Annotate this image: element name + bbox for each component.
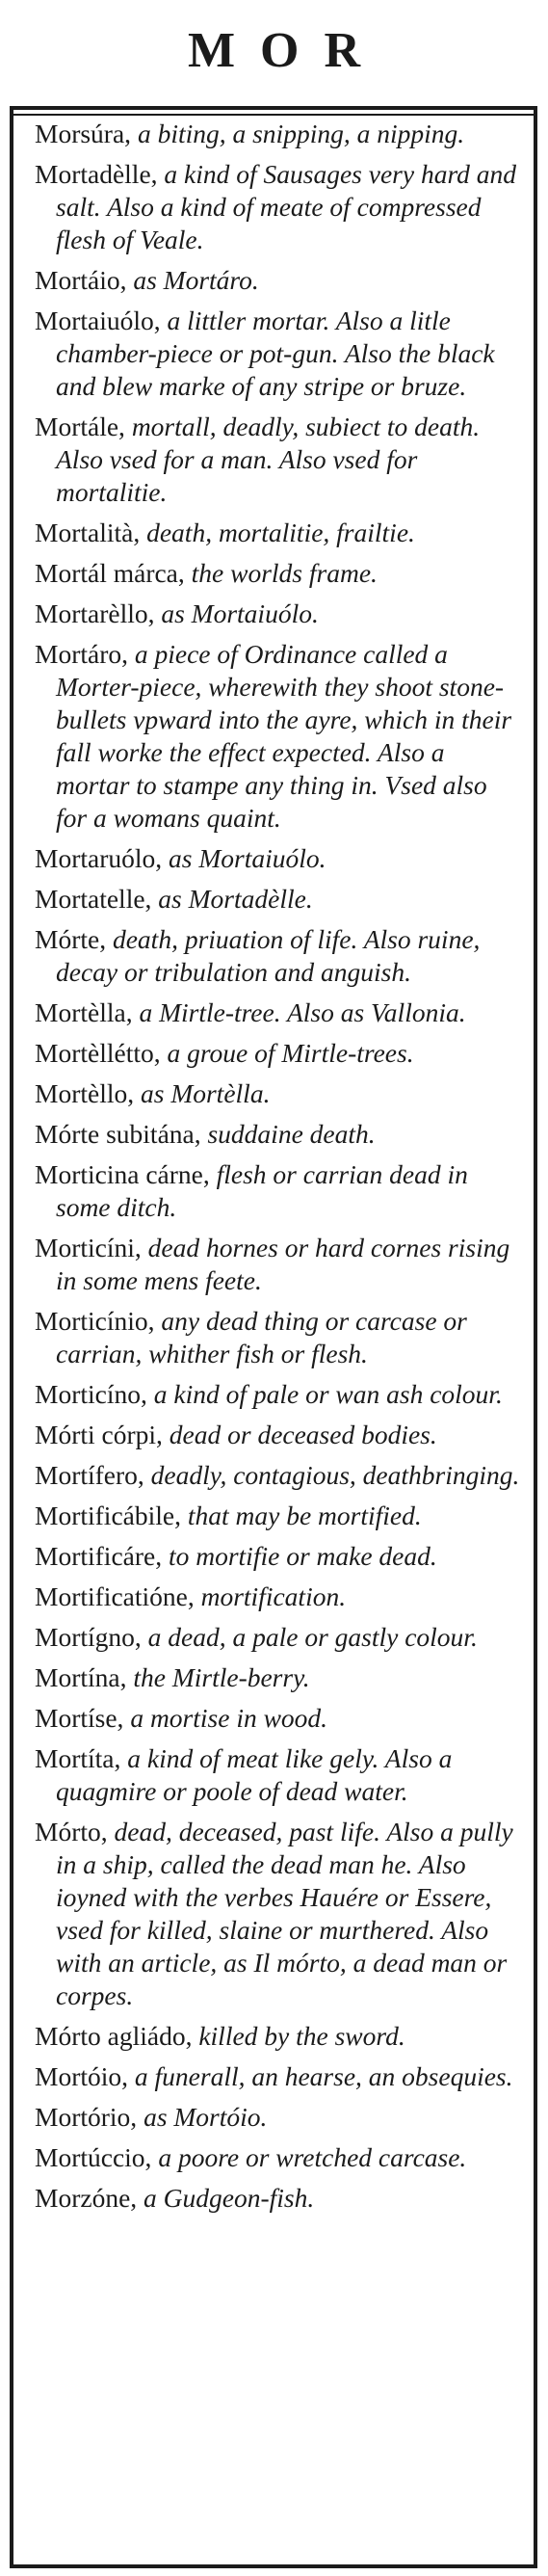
entry-definition: the worlds frame. [191, 558, 378, 588]
entry-headword: Mortório, [35, 2102, 138, 2132]
dictionary-entry [35, 305, 524, 403]
entry-definition: any dead thing or carcase or carrian, whither fish or flesh. [56, 1306, 467, 1368]
dictionary-entry [35, 1459, 524, 1492]
entry-headword: Mortèllo, [35, 1078, 135, 1108]
entry-definition: deadly, contagious, deathbringing. [150, 1460, 520, 1490]
entry-definition: as Mortèlla. [141, 1078, 271, 1108]
entry-definition: dead or deceased bodies. [169, 1420, 437, 1449]
entry-definition: a poore or wretched carcase. [158, 2142, 467, 2172]
entry-headword: Mortaruólo, [35, 843, 163, 873]
entry-headword: Morticíni, [35, 1233, 142, 1262]
entry-definition: death, mortalitie, frailtie. [146, 518, 415, 547]
dictionary-entry [35, 264, 524, 297]
entries-frame [10, 106, 537, 2568]
dictionary-entry [35, 118, 524, 150]
entry-definition: dead hornes or hard cornes rising in some mens feete. [56, 1233, 510, 1295]
entry-headword: Mortificábile, [35, 1500, 181, 1530]
dictionary-entry [35, 883, 524, 916]
entry-definition: a funerall, an hearse, an obsequies. [134, 2061, 513, 2091]
dictionary-entry [35, 1816, 524, 2012]
entry-headword: Mortadèlle, [35, 159, 158, 189]
entry-definition: as Mortáro. [133, 265, 259, 295]
entry-definition: that may be mortified. [187, 1500, 422, 1530]
dictionary-entry [35, 1077, 524, 1110]
dictionary-entry [35, 1661, 524, 1694]
entry-headword: Morticina cárne, [35, 1159, 210, 1189]
dictionary-entry [35, 1702, 524, 1735]
entry-definition: a Gudgeon-fish. [144, 2183, 315, 2213]
entry-definition: a kind of Sausages very hard and salt. Also a kind of meate of compressed flesh of Veale. [56, 159, 517, 254]
entry-definition: death, priuation of life. Also ruine, decay or tribulation and anguish. [56, 924, 481, 987]
dictionary-entry [35, 411, 524, 509]
entry-definition: flesh or carrian dead in some ditch. [56, 1159, 468, 1222]
entry-definition: as Mortóio. [144, 2102, 268, 2132]
entry-headword: Mortèllétto, [35, 1038, 161, 1068]
entry-definition: a Mirtle-tree. Also as Vallonia. [139, 997, 466, 1027]
dictionary-entry [35, 2060, 524, 2093]
entry-headword: Mórte, [35, 924, 107, 954]
dictionary-entry [35, 1621, 524, 1654]
entry-headword: Morsúra, [35, 119, 132, 148]
entry-headword: Mortáio, [35, 265, 127, 295]
page-title: MOR [187, 23, 386, 78]
entry-headword: Mortígno, [35, 1622, 142, 1652]
dictionary-entry [35, 1540, 524, 1573]
entry-headword: Mortál márca, [35, 558, 185, 588]
dictionary-entry [35, 517, 524, 549]
entry-definition: a mortise in wood. [130, 1703, 328, 1733]
dictionary-entry [35, 1419, 524, 1451]
entry-definition: a piece of Ordinance called a Morter-piece, wherewith they shoot stone-bullets vpward into the ayre, which in their fall worke the effect expected. Also a mortar to stampe any thing in. Vsed also for a womans quaint. [56, 639, 512, 833]
dictionary-entry [35, 1118, 524, 1151]
entry-definition: to mortifie or make dead. [168, 1541, 437, 1571]
entry-definition: a kind of pale or wan ash colour. [153, 1379, 503, 1409]
dictionary-entry [35, 1378, 524, 1411]
entry-headword: Mórte subitána, [35, 1119, 201, 1149]
entry-definition: a littler mortar. Also a litle chamber-piece or pot-gun. Also the black and blew marke of any stripe or bruze. [56, 305, 495, 401]
dictionary-entry [35, 1037, 524, 1070]
entry-headword: Mortatelle, [35, 884, 152, 914]
entry-definition: a biting, a snipping, a nipping. [137, 119, 465, 148]
dictionary-entry [35, 1580, 524, 1613]
entry-headword: Morzóne, [35, 2183, 138, 2213]
entry-headword: Mórto, [35, 1817, 108, 1846]
dictionary-entry [35, 923, 524, 989]
dictionary-entry [35, 598, 524, 630]
entry-definition: the Mirtle-berry. [133, 1662, 310, 1692]
entry-headword: Morticíno, [35, 1379, 147, 1409]
entry-definition: suddaine death. [207, 1119, 376, 1149]
entry-definition: as Mortaiuólo. [169, 843, 326, 873]
entry-definition: mortall, deadly, subiect to death. Also vsed for a man. Also vsed for mortalitie. [56, 412, 481, 507]
entry-headword: Mórto agliádo, [35, 2021, 193, 2051]
entry-headword: Mortóio, [35, 2061, 129, 2091]
entry-headword: Mortificatióne, [35, 1581, 195, 1611]
entry-headword: Mortífero, [35, 1460, 144, 1490]
entry-definition: a dead, a pale or gastly colour. [147, 1622, 478, 1652]
page-header [0, 0, 548, 101]
entry-definition: a groue of Mirtle-trees. [167, 1038, 414, 1068]
entry-headword: Mortále, [35, 412, 125, 441]
entry-headword: Mortaiuólo, [35, 305, 161, 335]
dictionary-entry [35, 638, 524, 835]
dictionary-entry [35, 2182, 524, 2215]
dictionary-entry [35, 2141, 524, 2174]
entry-headword: Mortèlla, [35, 997, 133, 1027]
dictionary-entries [35, 118, 524, 2555]
frame-top-rule [13, 114, 534, 116]
entry-headword: Mortíta, [35, 1743, 121, 1773]
dictionary-entry [35, 1232, 524, 1297]
dictionary-entry [35, 557, 524, 590]
entry-headword: Mortáro, [35, 639, 128, 669]
entry-headword: Mortína, [35, 1662, 127, 1692]
entry-headword: Mortúccio, [35, 2142, 152, 2172]
entry-headword: Mortalità, [35, 518, 141, 547]
entry-definition: a kind of meat like gely. Also a quagmire or poole of dead water. [56, 1743, 453, 1806]
dictionary-entry [35, 2020, 524, 2053]
entry-definition: as Mortadèlle. [158, 884, 313, 914]
entry-definition: as Mortaiuólo. [161, 598, 319, 628]
entry-headword: Mortíse, [35, 1703, 124, 1733]
entry-definition: killed by the sword. [198, 2021, 405, 2051]
dictionary-entry [35, 1305, 524, 1370]
entry-headword: Mortificáre, [35, 1541, 163, 1571]
entry-definition: mortification. [200, 1581, 347, 1611]
dictionary-entry [35, 158, 524, 256]
entry-headword: Mortarèllo, [35, 598, 155, 628]
dictionary-entry [35, 996, 524, 1029]
dictionary-entry [35, 1500, 524, 1532]
dictionary-entry [35, 1742, 524, 1808]
dictionary-entry [35, 2101, 524, 2134]
entry-headword: Mórti córpi, [35, 1420, 163, 1449]
dictionary-entry [35, 1158, 524, 1224]
dictionary-entry [35, 842, 524, 875]
entry-headword: Morticínio, [35, 1306, 155, 1336]
entry-definition: dead, deceased, past life. Also a pully in a ship, called the dead man he. Also ioyned with the verbes Hauére or Essere, vsed for killed, slaine or murthered. Also with an article, as Il mórto, a dead man or corpes. [56, 1817, 513, 2010]
